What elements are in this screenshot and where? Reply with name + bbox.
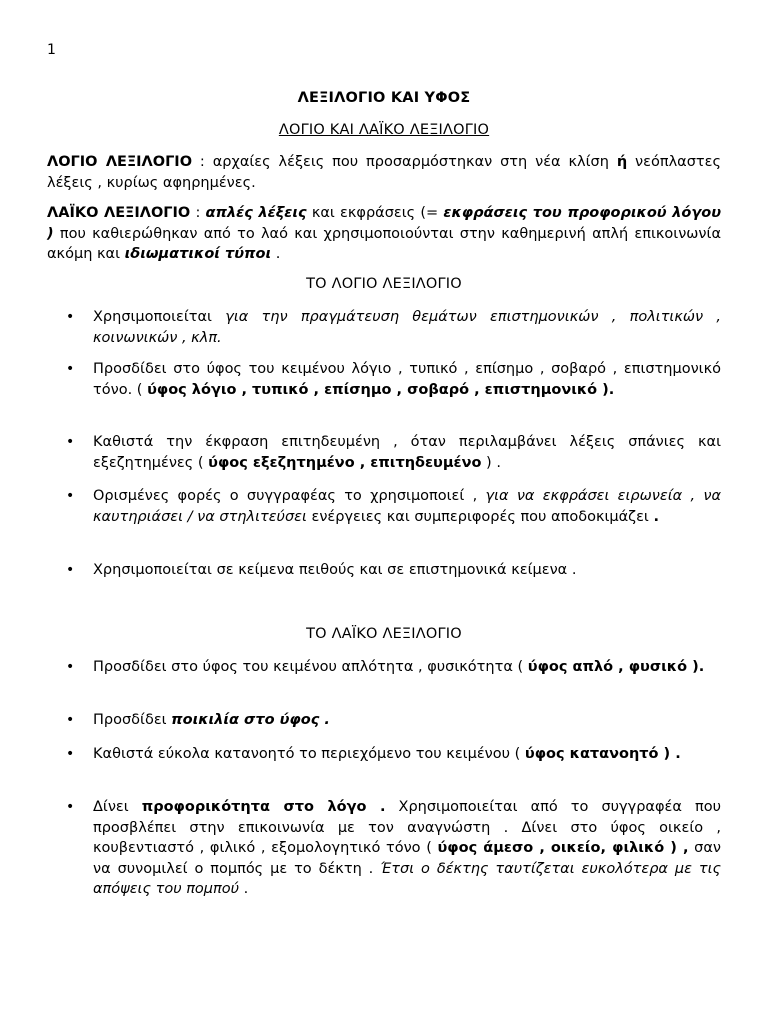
text-run: .	[653, 508, 659, 525]
list-item-text	[93, 710, 721, 731]
text-run: Καθιστά την έκφραση επιτηδευμένη , όταν περιλαμβάνει λέξεις σπάνιες και εξεζητημένες (	[93, 434, 721, 471]
list-item	[66, 307, 721, 348]
section-heading-logio: ΤΟ ΛΟΓΙΟ ΛΕΞΙΛΟΓΙΟ	[306, 276, 462, 292]
text-run: για να εκφράσει ειρωνεία , να καυτηριάσει / να στηλιτεύσει	[93, 488, 722, 525]
text-run: Χρησιμοποιείται σε κείμενα πειθούς και σε επιστημονικά κείμενα .	[93, 562, 577, 578]
text-run: προφορικότητα στο λόγο .	[141, 799, 386, 815]
text-run: .	[271, 246, 281, 262]
list-item-text	[93, 307, 721, 348]
list-item	[66, 710, 721, 731]
definition-laiko	[47, 203, 721, 265]
bullet-dot-icon: •	[66, 488, 75, 504]
list-item-text	[93, 744, 721, 765]
bullet-dot-icon: •	[66, 309, 75, 325]
text-run: ποικιλία στο ύφος .	[171, 712, 330, 728]
list-item-text	[93, 486, 721, 527]
bullet-dot-icon: •	[66, 659, 75, 675]
text-run: : αρχαίες λέξεις που προσαρμόστηκαν στη νέα κλίση	[192, 154, 617, 170]
text-run: ) .	[481, 454, 501, 471]
bullet-dot-icon: •	[66, 799, 75, 815]
bullet-dot-icon: •	[66, 712, 75, 728]
text-run: ύφος άμεσο , οικείο, φιλικό ) ,	[437, 840, 689, 856]
text-run: Χρησιμοποιείται από το συγγραφέα που προσβλέπει στην επικοινωνία με τον αναγνώστη . Δίνει στο ύφος οικείο , κουβεντιαστό , φιλικό , εξομολογητικό τόνο (	[93, 799, 721, 856]
text-run: και εκφράσεις (=	[306, 205, 444, 221]
bullet-dot-icon: •	[66, 434, 75, 450]
text-run: :	[190, 205, 206, 221]
text-run: ενέργειες και συμπεριφορές που αποδοκιμάζει	[306, 508, 654, 525]
text-run: ΛΟΓΙΟ ΛΕΞΙΛΟΓΙΟ	[47, 154, 193, 170]
text-run: Χρησιμοποιείται	[93, 309, 226, 325]
text-run: Προσδίδει	[93, 712, 172, 728]
bullet-dot-icon: •	[66, 361, 75, 377]
text-run: ΛΑΪΚΟ ΛΕΞΙΛΟΓΙΟ	[47, 205, 191, 221]
definition-logio	[47, 152, 721, 193]
text-run: Προσδίδει στο ύφος του κειμένου απλότητα , φυσικότητα (	[93, 659, 528, 675]
bullet-dot-icon: •	[66, 746, 75, 762]
text-run: ύφος εξεζητημένο , επιτηδευμένο	[208, 454, 482, 471]
list-item	[66, 432, 721, 473]
list-item	[66, 486, 721, 527]
text-run: ιδιωματικοί τύποι	[124, 246, 272, 262]
list-item	[66, 744, 721, 765]
page-number: 1	[47, 42, 56, 58]
text-run: Προσδίδει στο ύφος του κειμένου λόγιο , τυπικό , επίσημο , σοβαρό , επιστημονικό τόνο. (	[93, 361, 721, 398]
text-run: ύφος κατανοητό ) .	[524, 746, 681, 762]
text-run: ύφος λόγιο , τυπικό , επίσημο , σοβαρό , επιστημονικό ).	[147, 381, 615, 398]
text-run: Καθιστά εύκολα κατανοητό το περιεχόμενο του κειμένου (	[93, 746, 525, 762]
list-item-text	[93, 657, 721, 678]
list-item	[66, 657, 721, 678]
text-run: σαν να συνομιλεί ο πομπός με το δέκτη .	[93, 840, 721, 877]
text-run: νεόπλαστες λέξεις , κυρίως αφηρημένες.	[47, 154, 721, 191]
text-run: .	[239, 881, 249, 897]
text-run: απλές λέξεις	[205, 205, 307, 221]
text-run: Ορισμένες φορές ο συγγραφέας το χρησιμοποιεί ,	[93, 488, 486, 504]
list-item	[66, 359, 721, 400]
text-run: ή	[616, 154, 628, 170]
list-item	[66, 560, 721, 581]
list-item	[66, 797, 721, 900]
section-heading-laiko: ΤΟ ΛΑΪΚΟ ΛΕΞΙΛΟΓΙΟ	[306, 626, 462, 642]
text-run: ύφος απλό , φυσικό ).	[527, 659, 705, 675]
text-run: που καθιερώθηκαν από το λαό και χρησιμοποιούνται στην καθημερινή απλή επικοινωνία ακόμη και	[47, 225, 721, 262]
bullet-dot-icon: •	[66, 562, 75, 578]
text-run: εκφράσεις του προφορικού λόγου )	[47, 205, 721, 242]
list-item-text	[93, 432, 721, 473]
list-item-text	[93, 797, 721, 900]
text-run: για την πραγμάτευση θεμάτων επιστημονικών , πολιτικών , κοινωνικών , κλπ.	[93, 309, 721, 346]
document-subtitle: ΛΟΓΙΟ ΚΑΙ ΛΑΪΚΟ ΛΕΞΙΛΟΓΙΟ	[278, 122, 490, 138]
document-title: ΛΕΞΙΛΟΓΙΟ ΚΑΙ ΥΦΟΣ	[297, 90, 471, 106]
list-item-text	[93, 359, 721, 400]
list-item-text	[93, 560, 721, 581]
text-run: Δίνει	[93, 799, 142, 815]
text-run: Έτσι ο δέκτης ταυτίζεται ευκολότερα με τις απόψεις του πομπού	[93, 860, 721, 897]
